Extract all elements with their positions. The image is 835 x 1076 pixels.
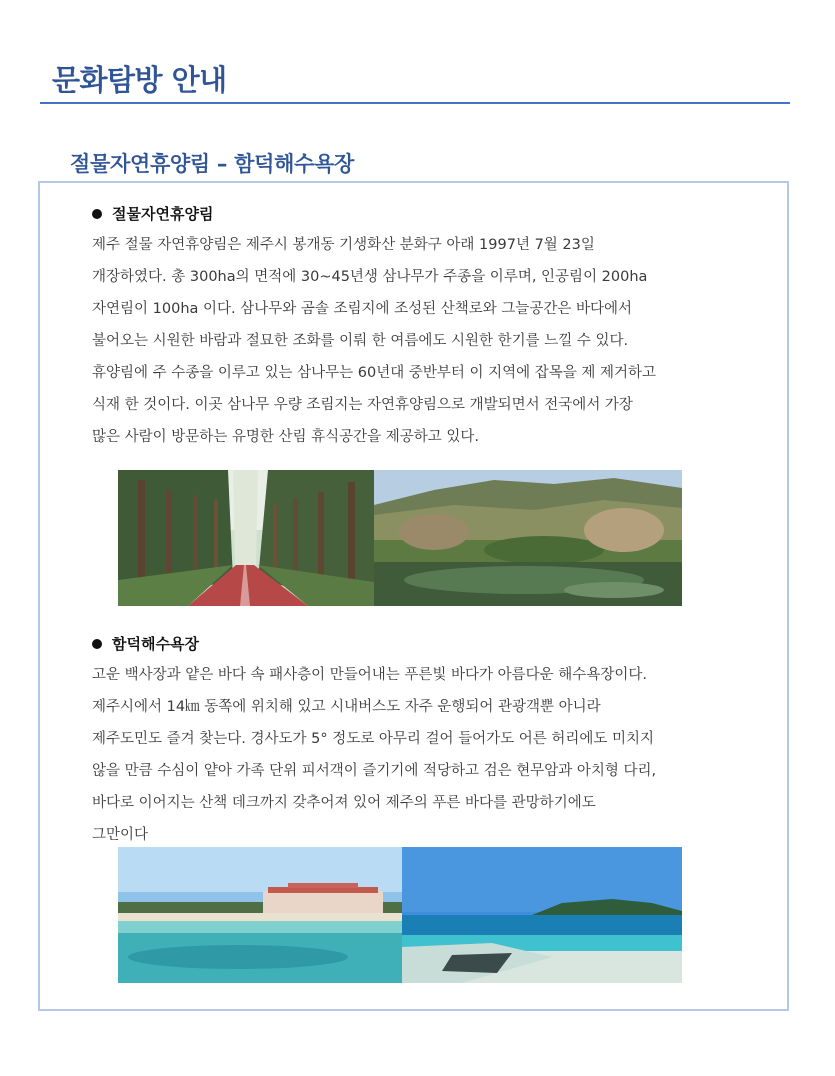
forest-road-photo: [118, 470, 374, 606]
beach-heading: [92, 633, 199, 654]
paragraph-line: 제주시에서 14㎞ 동쪽에 위치해 있고 시내버스도 자주 운행되어 관광객뿐 아니라: [92, 699, 601, 715]
paragraph-line: 고운 백사장과 얕은 바다 속 패사층이 만들어내는 푸른빛 바다가 아름다운 해수욕장이다.: [92, 667, 647, 683]
beach-paragraph: [92, 659, 762, 851]
paragraph-line: 자연림이 100ha 이다. 삼나무와 곰솔 조림지에 조성된 산책로와 그늘공간은 바다에서: [92, 301, 633, 317]
title-divider: [40, 102, 790, 104]
paragraph-line: 휴양림에 주 수종을 이루고 있는 삼나무는 60년대 중반부터 이 지역에 잡목을 제 제거하고: [92, 365, 657, 381]
beach-sea-photo: [402, 847, 682, 983]
paragraph-line: 바다로 이어지는 산책 데크까지 갖추어져 있어 제주의 푸른 바다를 관망하기에도: [92, 795, 596, 811]
beach-heading-label: 함덕해수욕장: [112, 635, 199, 653]
forest-heading-label: 절물자연휴양림: [112, 205, 214, 223]
paragraph-line: 그만이다: [92, 827, 149, 843]
bullet-icon: [92, 639, 102, 649]
bullet-icon: [92, 209, 102, 219]
paragraph-line: 제주 절물 자연휴양림은 제주시 봉개동 기생화산 분화구 아래 1997년 7월 23일: [92, 237, 595, 253]
paragraph-line: 개장하였다. 총 300ha의 면적에 30~45년생 삼나무가 주종을 이루며, 인공림이 200ha: [92, 269, 648, 285]
beach-photo-strip: [118, 847, 682, 983]
paragraph-line: 많은 사람이 방문하는 유명한 산림 휴식공간을 제공하고 있다.: [92, 429, 480, 445]
paragraph-line: 않을 만큼 수심이 얕아 가족 단위 피서객이 즐기기에 적당하고 검은 현무암과 아치형 다리,: [92, 763, 657, 779]
paragraph-line: 제주도민도 즐겨 찾는다. 경사도가 5° 정도로 아무리 걸어 들어가도 어른 허리에도 미치지: [92, 731, 655, 747]
forest-photo-strip: [118, 470, 682, 606]
forest-heading: [92, 203, 213, 224]
paragraph-line: 불어오는 시원한 바람과 절묘한 조화를 이뤄 한 여름에도 시원한 한기를 느낄 수 있다.: [92, 333, 629, 349]
page-title: 문화탐방 안내: [52, 63, 227, 97]
forest-pond-photo: [374, 470, 682, 606]
paragraph-line: 식재 한 것이다. 이곳 삼나무 우량 조림지는 자연휴양림으로 개발되면서 전국에서 가장: [92, 397, 633, 413]
section-title: 절물자연휴양림 – 함덕해수욕장: [70, 152, 355, 176]
beach-resort-photo: [118, 847, 402, 983]
forest-paragraph: [92, 229, 762, 453]
